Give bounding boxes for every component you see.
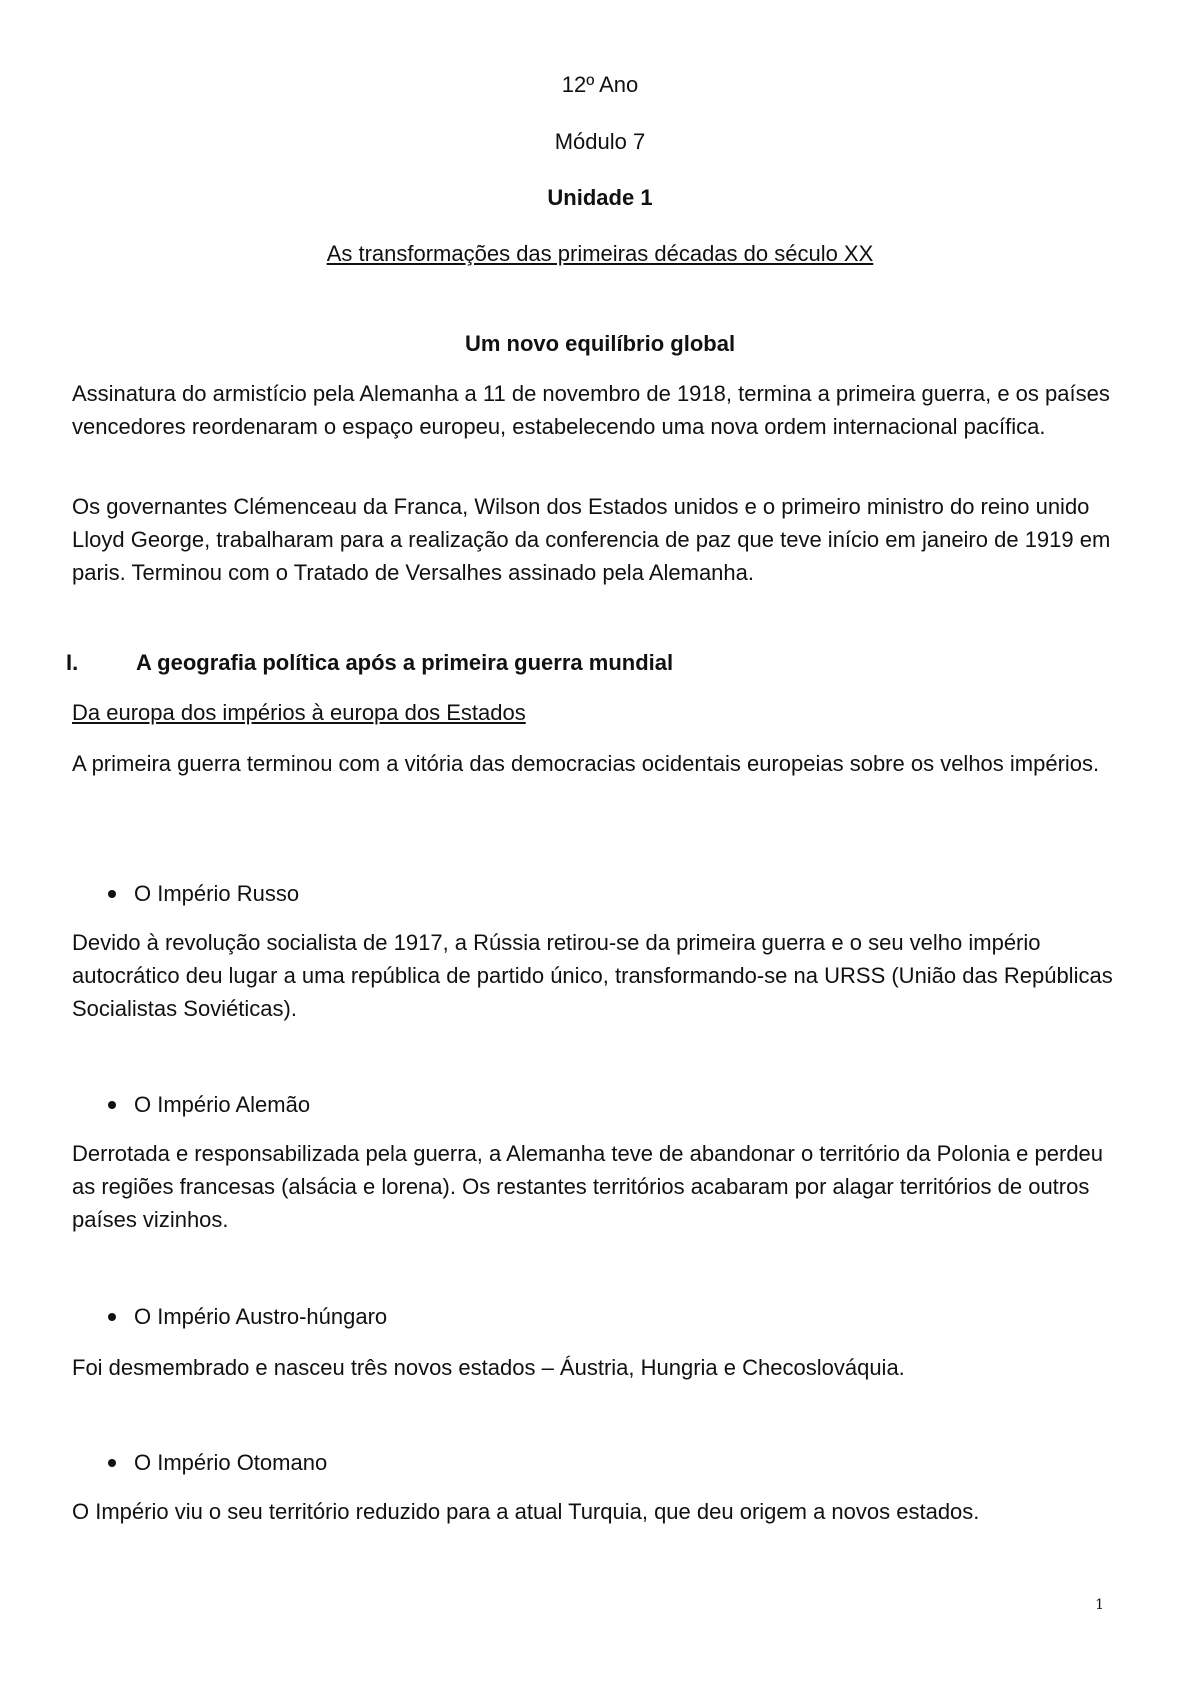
- list-item-bullet: [108, 881, 299, 907]
- list-item-bullet: [108, 1092, 310, 1118]
- item-text: Devido à revolução socialista de 1917, a Rússia retirou-se da primeira guerra e o seu velho império autocrático deu lugar a uma república de partido único, transformando-se na URSS (União das Repúblicas Socialistas Soviéticas).: [72, 930, 1113, 1021]
- section-one-number: I.: [66, 650, 79, 675]
- list-item-bullet: [108, 1304, 387, 1330]
- list-item-bullet: [108, 1450, 327, 1476]
- item-text: O Império viu o seu território reduzido para a atual Turquia, que deu origem a novos estados.: [72, 1499, 980, 1524]
- item-title: O Império Russo: [134, 881, 300, 906]
- bullet-icon: [108, 890, 116, 898]
- section-one-title: A geografia política após a primeira guerra mundial: [136, 650, 674, 675]
- item-text: Derrotada e responsabilizada pela guerra, a Alemanha teve de abandonar o território da Polonia e perdeu as regiões francesas (alsácia e lorena). Os restantes territórios acabaram por alagar territórios de outros países vizinhos.: [72, 1141, 1104, 1232]
- bullet-icon: [108, 1101, 116, 1109]
- unit-label: Unidade 1: [547, 185, 653, 210]
- item-title: O Império Otomano: [134, 1450, 328, 1475]
- page-number: 1: [1095, 1597, 1104, 1613]
- item-text: Foi desmembrado e nasceu três novos estados – Áustria, Hungria e Checoslováquia.: [72, 1355, 905, 1380]
- intro-paragraph-2: Os governantes Clémenceau da Franca, Wilson dos Estados unidos e o primeiro ministro do reino unido Lloyd George, trabalharam para a realização da conferencia de paz que teve início em janeiro de 1919 em paris. Terminou com o Tratado de Versalhes assinado pela Alemanha.: [72, 494, 1111, 585]
- section-intro-title: Um novo equilíbrio global: [464, 331, 736, 356]
- section-one-intro: A primeira guerra terminou com a vitória das democracias ocidentais europeias sobre os velhos impérios.: [72, 751, 1100, 776]
- module-label: Módulo 7: [554, 129, 646, 154]
- year-label: 12º Ano: [561, 72, 639, 97]
- intro-paragraph-1: Assinatura do armistício pela Alemanha a 11 de novembro de 1918, termina a primeira guerra, e os países vencedores reordenaram o espaço europeu, estabelecendo uma nova ordem internacional pacífica.: [72, 381, 1110, 439]
- section-one-subtitle: Da europa dos impérios à europa dos Estados: [72, 700, 526, 725]
- bullet-icon: [108, 1313, 116, 1321]
- unit-title: As transformações das primeiras décadas do século XX: [326, 241, 874, 266]
- bullet-icon: [108, 1459, 116, 1467]
- item-title: O Império Alemão: [134, 1092, 311, 1117]
- item-title: O Império Austro-húngaro: [134, 1304, 388, 1329]
- section-one-heading: [66, 650, 673, 676]
